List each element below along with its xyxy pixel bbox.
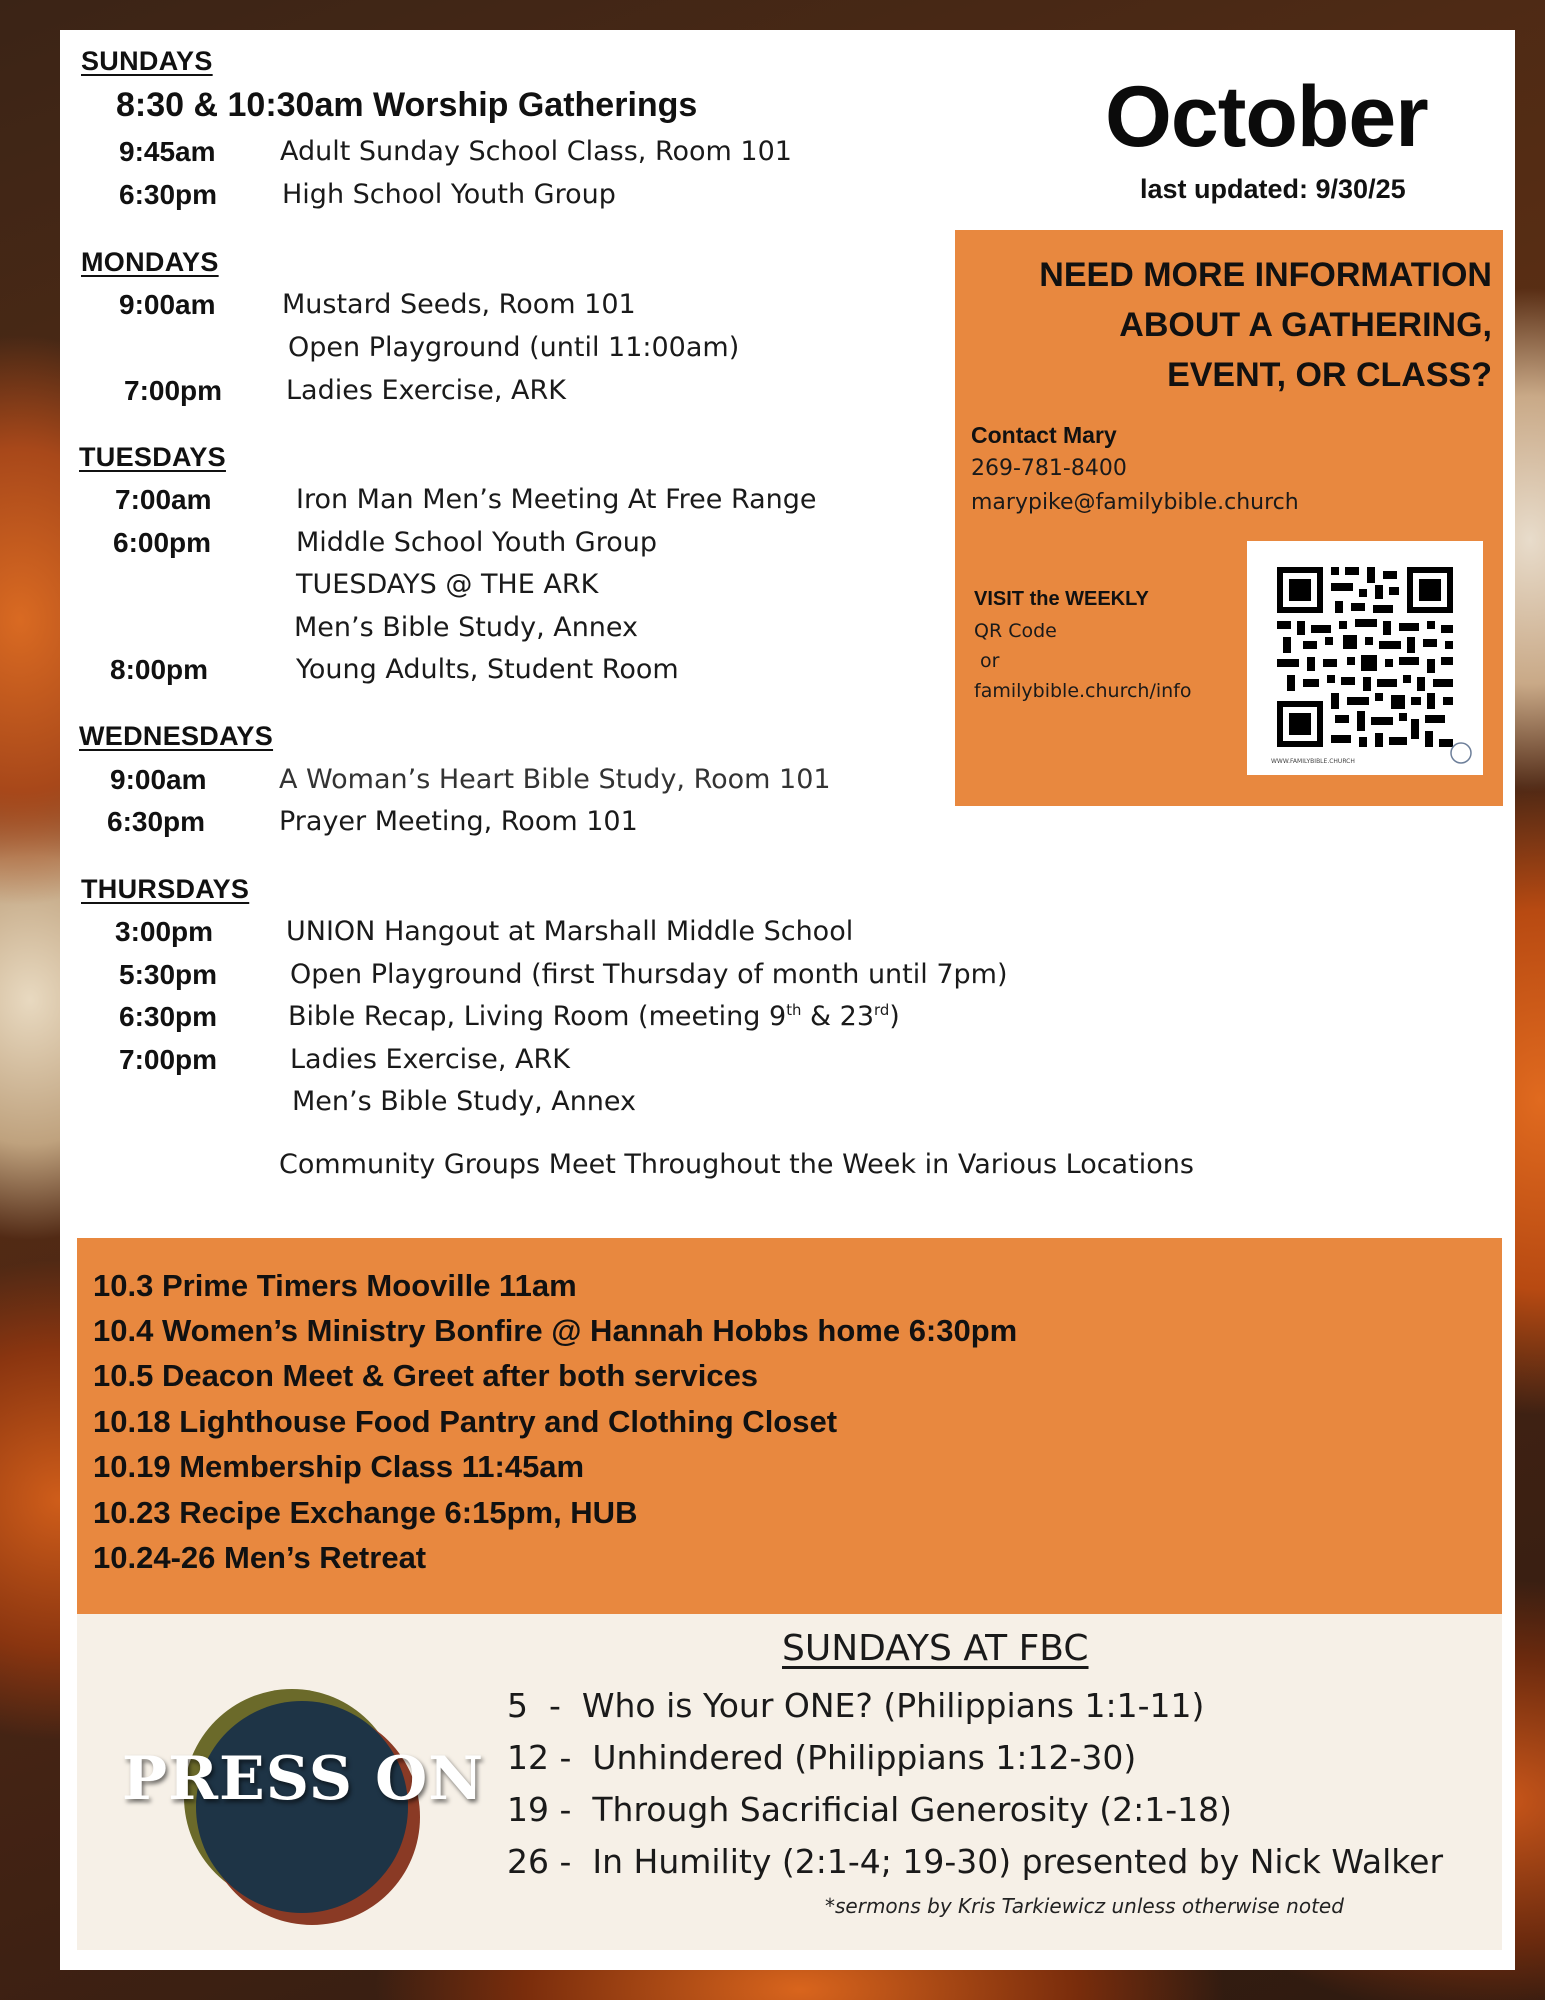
sermon-item: 19 - Through Sacrificial Generosity (2:1-18): [507, 1790, 1232, 1829]
contact-name: Contact Mary: [971, 422, 1117, 448]
schedule-event: A Woman’s Heart Bible Study, Room 101: [279, 764, 831, 795]
info-title: [1039, 250, 1492, 400]
sermon-item: 12 - Unhindered (Philippians 1:12-30): [507, 1738, 1137, 1777]
schedule-time: 6:00pm: [113, 527, 212, 558]
schedule-event: Men’s Bible Study, Annex: [294, 612, 639, 643]
schedule-time: 9:00am: [119, 289, 216, 320]
mondays-heading: MONDAYS: [81, 247, 219, 277]
schedule-event: TUESDAYS @ THE ARK: [296, 569, 599, 600]
schedule-time: 6:30pm: [107, 806, 206, 837]
schedule-event: Middle School Youth Group: [296, 527, 658, 558]
schedule-time: 6:30pm: [119, 179, 218, 210]
schedule-event: Mustard Seeds, Room 101: [282, 289, 636, 320]
schedule-event: Prayer Meeting, Room 101: [279, 806, 638, 837]
community-groups-note: Community Groups Meet Throughout the Week in Various Locations: [279, 1149, 1194, 1180]
sermon-series-box: [77, 1614, 1502, 1950]
event-item: 10.19 Membership Class 11:45am: [93, 1449, 585, 1484]
worship-gatherings: 8:30 & 10:30am Worship Gatherings: [116, 86, 698, 124]
schedule-time: 9:45am: [119, 136, 216, 167]
schedule-time: 6:30pm: [119, 1001, 218, 1032]
qr-code-graphic: [1247, 541, 1483, 775]
sermon-footnote: *sermons by Kris Tarkiewicz unless otherwise noted: [825, 1894, 1344, 1918]
schedule-time: 5:30pm: [119, 959, 218, 990]
event-item: 10.4 Women’s Ministry Bonfire @ Hannah Hobbs home 6:30pm: [93, 1313, 1018, 1348]
schedule-time: 7:00pm: [124, 375, 223, 406]
schedule-event: Open Playground (first Thursday of month until 7pm): [290, 959, 1008, 990]
visit-qr-label: QR Code: [974, 620, 1057, 642]
press-on-logo-text: PRESS ON: [122, 1744, 485, 1814]
wednesdays-heading: WEDNESDAYS: [79, 721, 274, 751]
schedule-event: Adult Sunday School Class, Room 101: [280, 136, 792, 167]
schedule-time: 9:00am: [110, 764, 207, 795]
schedule-time: 7:00pm: [119, 1044, 218, 1075]
visit-heading: VISIT the WEEKLY: [974, 588, 1149, 610]
schedule-event: Men’s Bible Study, Annex: [292, 1086, 637, 1117]
schedule-event: Ladies Exercise, ARK: [286, 375, 566, 406]
info-title-line: NEED MORE INFORMATION: [1039, 256, 1492, 294]
event-item: 10.3 Prime Timers Mooville 11am: [93, 1268, 577, 1303]
contact-email[interactable]: marypike@familybible.church: [971, 490, 1299, 515]
sermons-heading: SUNDAYS AT FBC: [782, 1628, 1089, 1669]
schedule-event: Young Adults, Student Room: [296, 654, 679, 685]
contact-phone[interactable]: 269-781-8400: [971, 456, 1127, 481]
sermon-item: 5 - Who is Your ONE? (Philippians 1:1-11): [507, 1686, 1205, 1725]
visit-url[interactable]: familybible.church/info: [974, 680, 1192, 702]
sermon-item: 26 - In Humility (2:1-4; 19-30) presented by Nick Walker: [507, 1842, 1444, 1881]
info-title-line: ABOUT A GATHERING,: [1119, 306, 1492, 344]
events-box: [77, 1238, 1502, 1614]
schedule-time: 3:00pm: [115, 916, 214, 947]
event-item: 10.18 Lighthouse Food Pantry and Clothing Closet: [93, 1404, 838, 1439]
tuesdays-heading: TUESDAYS: [79, 442, 226, 472]
sundays-heading: SUNDAYS: [81, 46, 213, 76]
schedule-event: UNION Hangout at Marshall Middle School: [286, 916, 854, 947]
last-updated: last updated: 9/30/25: [1140, 174, 1406, 204]
event-item: 10.23 Recipe Exchange 6:15pm, HUB: [93, 1495, 638, 1530]
qr-code[interactable]: [1247, 541, 1483, 775]
event-item: 10.5 Deacon Meet & Greet after both services: [93, 1358, 759, 1393]
schedule-event: High School Youth Group: [282, 179, 616, 210]
schedule-time: 8:00pm: [110, 654, 209, 685]
schedule-event: Open Playground (until 11:00am): [288, 332, 740, 363]
visit-or: or: [974, 650, 1000, 672]
thursdays-heading: THURSDAYS: [81, 874, 250, 904]
event-item: 10.24-26 Men’s Retreat: [93, 1540, 427, 1575]
schedule-time: 7:00am: [115, 484, 212, 515]
schedule-event: Bible Recap, Living Room (meeting 9th & 23rd): [288, 1001, 900, 1032]
month-title: October: [1105, 69, 1428, 165]
qr-caption: WWW.FAMILYBIBLE.CHURCH: [1271, 758, 1355, 765]
schedule-event: Iron Man Men’s Meeting At Free Range: [296, 484, 817, 515]
schedule-event: Ladies Exercise, ARK: [290, 1044, 570, 1075]
info-title-line: EVENT, OR CLASS?: [1167, 356, 1492, 394]
